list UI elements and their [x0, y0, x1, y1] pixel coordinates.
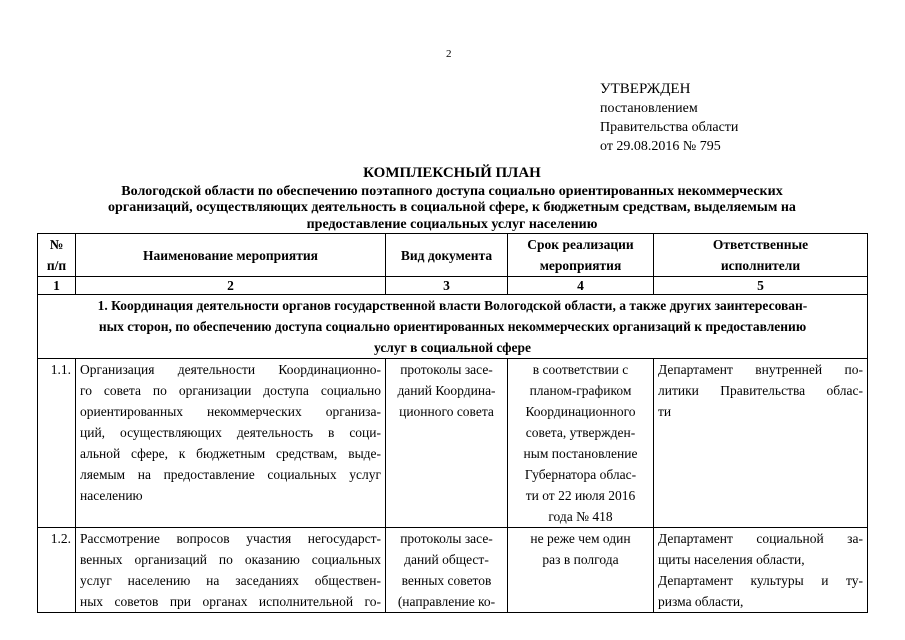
row-number: 1.1. — [38, 359, 76, 528]
approval-line: от 29.08.2016 № 795 — [600, 139, 721, 154]
header-text: мероприятия — [539, 258, 622, 273]
row-responsible — [654, 359, 868, 528]
document-title-line: организаций, осуществляющих деятельность в социальной сфере, к бюджетным средствам, выделяемым на — [108, 200, 796, 215]
header-responsible — [654, 234, 868, 277]
document-title-line: предоставление социальных услуг населению — [306, 216, 598, 232]
row-term — [508, 359, 654, 528]
row-activity — [76, 528, 386, 613]
term-line: совета, утвержден- — [525, 425, 636, 440]
term-line: Координационного — [525, 404, 636, 419]
activity-line: альной сфере, к бюджетным средствам, выде- — [80, 446, 381, 461]
term-line: не реже чем один — [530, 531, 631, 546]
term-line: ти от 22 июля 2016 — [525, 488, 636, 503]
page-number: 2 — [446, 48, 452, 60]
row-doc-type — [386, 359, 508, 528]
responsible-line: Департамент социальной за- — [658, 531, 863, 546]
column-number: 1 — [38, 277, 76, 295]
header-text: п/п — [46, 258, 67, 273]
header-text: Ответственные — [712, 237, 809, 252]
header-text: Наименование мероприятия — [143, 247, 318, 263]
column-number: 3 — [386, 277, 508, 295]
section-row — [38, 295, 868, 359]
doc-line: венных советов — [401, 573, 492, 588]
approval-line: постановлением — [600, 101, 698, 116]
doc-line: даний Координа- — [397, 383, 496, 398]
doc-line: даний общест- — [404, 552, 489, 567]
document-title-main: КОМПЛЕКСНЫЙ ПЛАН — [363, 165, 541, 181]
column-number: 4 — [508, 277, 654, 295]
column-number: 2 — [76, 277, 386, 295]
header-doc-type — [386, 234, 508, 277]
row-term — [508, 528, 654, 613]
doc-line: (направление ко- — [397, 594, 496, 609]
activity-line: венных организаций по оказанию социальных — [80, 552, 381, 567]
table-row — [38, 359, 868, 528]
activity-line: ций, осуществляющих деятельность в соци- — [80, 425, 381, 440]
section-line: ных сторон, по обеспечению доступа социально ориентированных некоммерческих организаций к предоставлению — [98, 319, 807, 334]
responsible-line: ти — [658, 404, 672, 419]
activity-line: Рассмотрение вопросов участия негосударст- — [80, 531, 381, 546]
activity-line: ных советов при органах исполнительной го- — [80, 594, 381, 609]
header-text: Вид документа — [400, 247, 493, 263]
header-text: № — [49, 237, 64, 252]
activity-line: услуг населению на заседаниях обществен- — [80, 573, 381, 588]
term-line: в соответствии с — [532, 362, 629, 377]
section-line: услуг в социальной сфере — [373, 340, 532, 355]
row-number: 1.2. — [38, 528, 76, 613]
activity-line: го совета по организации доступа социально — [80, 383, 381, 398]
header-text: исполнители — [720, 258, 801, 273]
doc-line: протоколы засе- — [400, 362, 493, 377]
term-line: Губернатора облас- — [524, 467, 637, 482]
header-term — [508, 234, 654, 277]
activity-line: населению — [80, 488, 143, 503]
responsible-line: щиты населения области, — [658, 552, 805, 567]
plan-table — [37, 233, 868, 613]
header-row — [38, 234, 868, 277]
doc-line: ционного совета — [399, 404, 494, 419]
responsible-line: литики Правительства облас- — [658, 383, 863, 398]
approval-block — [600, 80, 738, 156]
section-line: 1. Координация деятельности органов государственной власти Вологодской области, а также других заинтересован- — [97, 298, 808, 313]
responsible-line: ризма области, — [658, 594, 744, 609]
header-number — [38, 234, 76, 277]
term-line: планом-графиком — [529, 383, 632, 398]
column-number: 5 — [654, 277, 868, 295]
responsible-line: Департамент культуры и ту- — [658, 573, 863, 588]
row-doc-type — [386, 528, 508, 613]
responsible-line: Департамент внутренней по- — [658, 362, 863, 377]
term-line: раз в полгода — [542, 552, 619, 567]
column-number-row — [38, 277, 868, 295]
term-line: года № 418 — [548, 509, 613, 524]
approval-title: УТВЕРЖДЕН — [600, 81, 691, 97]
approval-line: Правительства области — [600, 120, 739, 135]
activity-line: ориентированных некоммерческих организа- — [80, 404, 381, 419]
document-title-line: Вологодской области по обеспечению поэтапного доступа социально ориентированных некоммерческих — [121, 183, 783, 199]
document-title — [60, 165, 844, 233]
activity-line: Организация деятельности Координационно- — [80, 362, 381, 377]
table-row — [38, 528, 868, 613]
doc-line: протоколы засе- — [400, 531, 493, 546]
header-name — [76, 234, 386, 277]
term-line: ным постановление — [523, 446, 638, 461]
header-text: Срок реализации — [527, 237, 634, 252]
section-heading — [38, 295, 868, 359]
row-activity — [76, 359, 386, 528]
activity-line: ляемым на предоставление социальных услуг — [80, 467, 381, 482]
row-responsible — [654, 528, 868, 613]
